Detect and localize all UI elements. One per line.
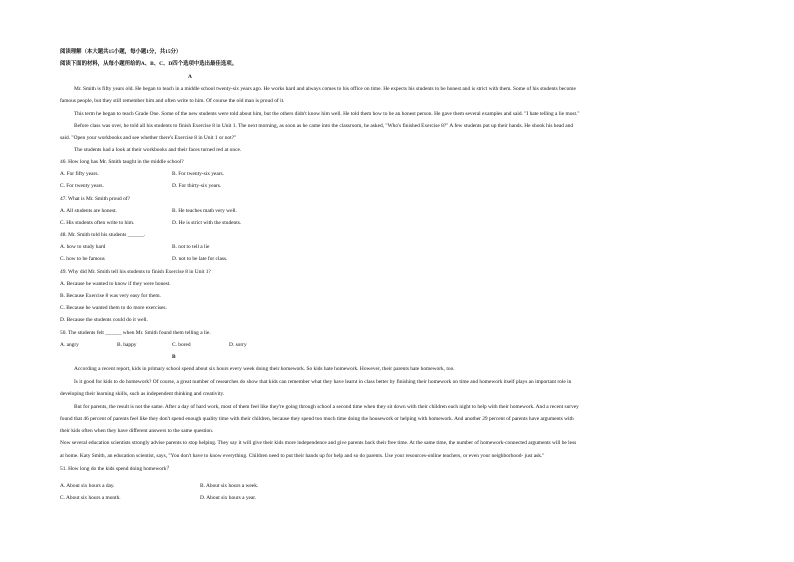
question-46-option-a: A. For fifty years. (60, 171, 99, 177)
passage-a-paragraph: famous people, but they still remember him and often write to him. Of course the old man is proud of it. (60, 98, 285, 104)
question-50-option-c: C. bored (172, 342, 191, 348)
passage-b-paragraph: developing their learning skills, such as independent thinking and creativity. (60, 391, 225, 397)
passage-a-paragraph: Before class was over, he told all his students to finish Exercise 8 in Unit 1. The next morning, as soon as he came into the classroom, he asked, "Who's finished Exercise 8?" A few students put up their hands. He shook his head and (74, 123, 574, 129)
question-47-option-b: B. He teaches math very well. (172, 208, 237, 214)
instruction-text: 阅读下面的材料，从每小题所给的A、B、C、D四个选项中选出最佳选项。 (60, 61, 237, 67)
question-48-option-b: B. not to tell a lie (172, 244, 210, 250)
passage-b-paragraph: But for parents, the result is not the same. After a day of hard work, most of them feel like they're going through school a second time when they sit down with their children each night to help with their homework. And a recent survey (74, 404, 579, 410)
passage-b-label: B (172, 354, 176, 360)
passage-a-label: A (188, 74, 192, 80)
question-51-stem: 51. How long do the kids spend doing homework？ (60, 466, 172, 472)
question-47-option-c: C. His students often write to him. (60, 220, 135, 226)
question-47-option-d: D. He is strict with the students. (172, 220, 242, 226)
question-49-option-b: B. Because Exercise 8 was very easy for them. (60, 293, 161, 299)
question-48-option-a: A. how to study hard (60, 244, 106, 250)
passage-b-paragraph: Is it good for kids to do homework? Of course, a great number of researches do show that kids can remember what they have learnt in class better by finishing their homework on time and homework itself plays an important role in (74, 379, 572, 385)
passage-b-paragraph: at home. Katy Smith, an education scientist, says, "You don't have to know everything. Children need to put their hands up for help and so do parents. Use your resources-online teachers, or even your neighborhood- just ask." (60, 453, 545, 459)
question-46-stem: 46. How long has Mr. Smith taught in the middle school? (60, 159, 184, 165)
question-50-stem: 50. The students felt ______ when Mr. Smith found them telling a lie. (60, 330, 211, 336)
passage-a-paragraph: The students had a look at their workbooks and their faces turned red at once. (74, 147, 242, 153)
question-48-option-c: C. how to be famous (60, 256, 105, 262)
question-46-option-d: D. For thirty-six years. (172, 183, 222, 189)
question-49-option-a: A. Because he wanted to know if they were honest. (60, 281, 171, 287)
question-46-option-b: B. For twenty-six years. (172, 171, 224, 177)
question-50-option-b: B. happy (117, 342, 137, 348)
question-49-option-c: C. Because he wanted them to do more exercises. (60, 305, 167, 311)
passage-a-paragraph: This term he began to teach Grade One. Some of the new students were told about him, but the others didn't know him well. He told them how to be an honest person. He gave them several examples and said. "I hate telling a lie most." (74, 111, 580, 117)
passage-a-paragraph: Mr. Smith is fifty years old. He began to teach in a middle school twenty-six years ago. He works hard and always comes to his office on time. He expects his students to be honest and is strict with them. Some of his students become (74, 86, 576, 92)
question-47-option-a: A. All students are honest. (60, 208, 117, 214)
question-51-option-b: B. About six hours a week. (200, 483, 259, 489)
section-title: 阅读理解（本大题共15小题，每小题1分，共15分） (60, 49, 182, 55)
question-50-option-d: D. sorry (229, 342, 247, 348)
question-46-option-c: C. For twenty years. (60, 183, 104, 189)
question-47-stem: 47. What is Mr. Smith proud of? (60, 196, 130, 202)
question-48-stem: 48. Mr. Smith told his students ______. (60, 232, 146, 238)
passage-b-paragraph: their kids often when they have different answers to the same question. (60, 428, 214, 434)
passage-a-paragraph: said. "Open your workbooks and see whether there's Exercise 8 in Unit 1 or not?" (60, 135, 237, 141)
passage-b-paragraph: found that 46 percent of parents feel like they don't spend enough quality time with their children, because they spend too much time doing the housework or helping with homework. And another 29 percent of parents have arguments with (60, 416, 574, 422)
question-49-stem: 49. Why did Mr. Smith tell his students to finish Exercise 8 in Unit 1? (60, 269, 211, 275)
passage-b-paragraph: According a recent report, kids in primary school spend about six hours every week doing their homework. So kids hate homework. However, their parents hate homework, too. (74, 366, 455, 372)
question-50-option-a: A. angry (60, 342, 79, 348)
question-51-option-d: D. About six hours a year. (200, 495, 257, 501)
passage-b-paragraph: Now several education scientists strongly advise parents to stop helping. They say it will give their kids more independence and give parents back their free time. At the same time, the number of homework-connected arguments will be less (60, 440, 577, 446)
question-48-option-d: D. not to be late for class. (172, 256, 228, 262)
question-51-option-a: A. About six hours a day. (60, 483, 115, 489)
question-51-option-c: C. About six hours a month. (60, 495, 121, 501)
question-49-option-d: D. Because the students could do it well. (60, 317, 148, 323)
